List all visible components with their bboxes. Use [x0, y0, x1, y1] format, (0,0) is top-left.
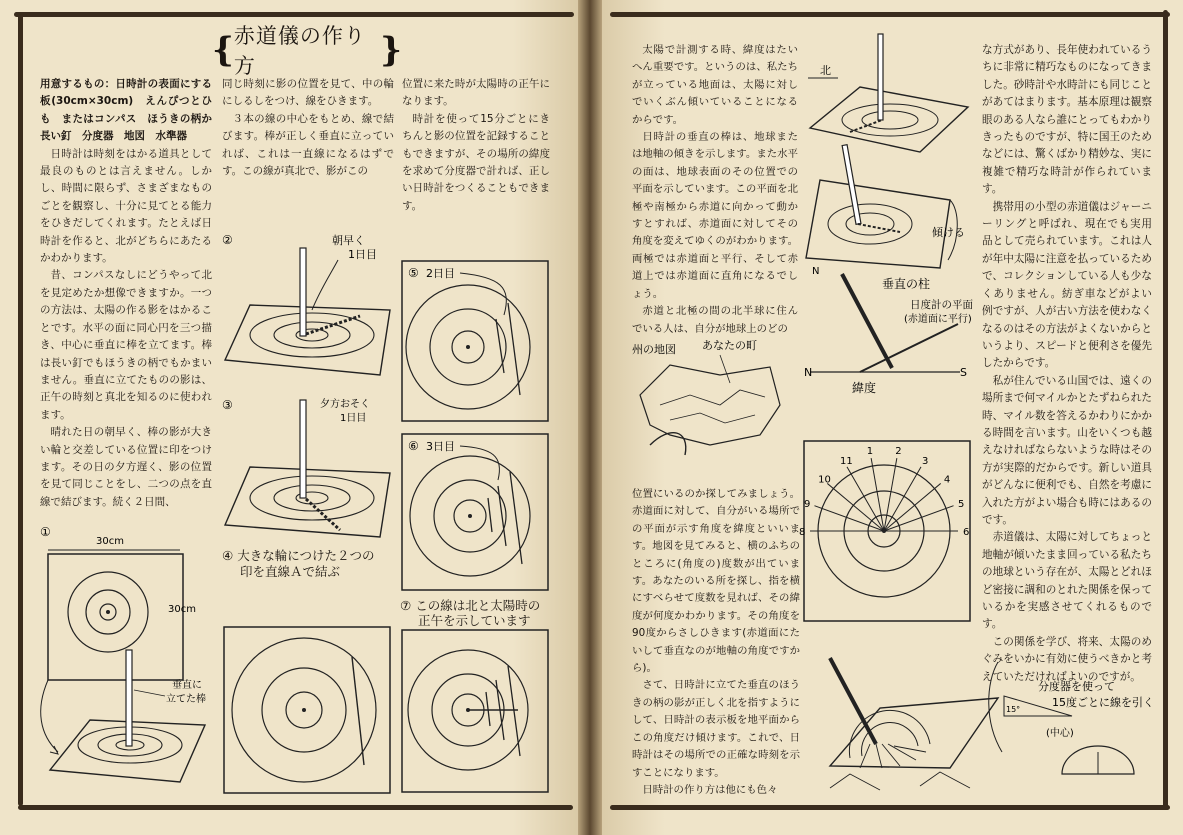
figure-hour-dial: [800, 437, 978, 627]
left-column-1: [40, 76, 212, 511]
paragraph: 赤道と北極の間の北半球に住んでいる人は、自分が地球上のどの: [632, 305, 798, 335]
paragraph: な方式があり、長年使われているうちに非常に精巧なものになってきました。砂時計や水時計にも同じことがあてはまります。基本原理は観察眼のある人なら誰にとってもわかりきったものですが、特に国王のためなどには、驚くばかり精妙な、実に複雑で精巧な時計が作られています。: [982, 44, 1152, 196]
hour-line: [827, 483, 884, 531]
figure-latitude-diagram: [800, 268, 980, 398]
figure-tilt-board: [800, 140, 980, 280]
protractor-note-line1: 分度器を使って: [1038, 680, 1115, 693]
fig7-caption: [400, 598, 560, 628]
figure-6-day3: [400, 428, 552, 593]
your-town-label: あなたの町: [702, 339, 757, 352]
paragraph: 位置にいるのか探してみましょう。赤道面に対して、自分がいる場所での平面が示す角度を緯度といいます。地図を見てみると、横のふちのところに(角度の)度数が出ています。あなたのいる所を探し、指を横にすべらせて度数を見れば、その緯度が何度かわかります。その角度を90度からさしひきます(赤道面にたいして垂直なのが地軸の角度ですから)。: [632, 488, 800, 675]
center-label: (中心): [1046, 728, 1074, 739]
title-block: [212, 24, 402, 78]
right-column-1-top: [632, 42, 798, 338]
dial-plane-label-2: (赤道面に平行): [904, 314, 972, 325]
fig3-label-evening: 夕方おそく: [320, 399, 370, 410]
fig1-width-label: 30cm: [96, 536, 124, 547]
fig1-number: ①: [40, 525, 51, 539]
hour-mark-label: 8: [799, 527, 806, 538]
right-column-2: [982, 42, 1152, 686]
fig5-day-label: 2日目: [426, 267, 455, 280]
fig6-day-label: 3日目: [426, 440, 455, 453]
fig3-number: ③: [222, 398, 233, 412]
fig4-number: ④: [222, 548, 234, 563]
vertical-pillar-label: 垂直の柱: [882, 277, 931, 291]
hour-mark-label: 10: [818, 474, 831, 486]
fig2-number: ②: [222, 233, 233, 247]
hour-mark-label: 4: [943, 474, 951, 486]
figure-3-evening-shadow: [220, 395, 405, 550]
latitude-label: 緯度: [852, 381, 877, 395]
fig7-number: ⑦: [400, 598, 412, 613]
figure-5-day2: [400, 255, 552, 425]
lat-s-label: S: [960, 366, 967, 379]
fig1-vertical-label-1: 垂直に: [172, 680, 202, 691]
tilt-label: 傾ける: [932, 226, 965, 239]
fig4-caption-line2: 印を直線Ａで結ぶ: [240, 564, 341, 579]
fig7-caption-line2: 正午を示しています: [418, 613, 531, 628]
hour-mark-label: 3: [922, 455, 929, 467]
fig2-label-early: 朝早く: [332, 234, 365, 247]
fig7-caption-line1: この線は北と太陽時の: [415, 598, 541, 613]
figure-4-line-a: [222, 625, 394, 797]
page-title: 赤道儀の作り方: [233, 24, 366, 78]
hour-mark-label: 6: [963, 527, 970, 538]
fig3-label-day1: 1日目: [340, 413, 367, 424]
fig4-caption: [222, 548, 402, 580]
hour-mark-label: 2: [895, 446, 902, 458]
hour-mark-label: 1: [866, 446, 874, 458]
paragraph: 赤道儀は、太陽に対してちょっと地軸が傾いたまま回っている私たちの地球という存在が、太陽とどれほど密接に調和のとれた関係を保っているかを実感させてくれるものです。: [982, 531, 1152, 631]
fig2-label-day1: 1日目: [348, 248, 377, 261]
brace-left: {: [212, 30, 234, 70]
figure-7-noon-line: [400, 628, 552, 796]
paragraph: ３本の線の中心をもとめ、線で結びます。棒が正しく垂直に立っていれば、これは一直線になるはずです。この線が真北で、影がこの: [222, 112, 394, 178]
paragraph: 位置に来た時が太陽時の正午になります。: [402, 78, 550, 108]
brace-right: }: [380, 30, 402, 70]
lat-n-label: N: [804, 366, 813, 379]
deg-15-label: 15°: [1006, 705, 1021, 714]
branch-border-right: [1163, 10, 1168, 810]
branch-border-left: [18, 14, 23, 806]
hour-mark-label: 9: [803, 498, 811, 510]
fig1-height-label: 30cm: [168, 604, 196, 615]
figure-1-board: [30, 520, 225, 795]
paragraph: 日時計は時刻をはかる道具として最良のものとは言えません。しかし、時間に限らず、さまざまなものごとを観察し、十分に見てとる能力をひきだしてくれます。たとえば日時計を作ると、北がどちらにあたるかわかります。: [40, 147, 212, 265]
paragraph: さて、日時計に立てた垂直のほうきの柄の影が正しく北を指すようにして、日時計の表示板を地平面からこの角度だけ傾けます。これで、日時計はその場所での正確な時刻を示すことになります。: [632, 679, 800, 779]
paragraph: 日時計の垂直の棒は、地球または地軸の傾きを示します。また水平の面は、地球表面のその位置での平面を示しています。この平面を北極や南極から赤道に向かって動かすとすれば、赤道面に対してその角度を変えてゆくのがわかります。両極では赤道面と平行、そして赤道上では赤道面に直角になるでしょう。: [632, 131, 798, 300]
hour-mark-label: 11: [840, 455, 853, 467]
paragraph: 昔、コンパスなしにどうやって北を見定めたか想像できますか。一つの方法は、太陽の作る影をはかることです。水平の面に同心円を三つ描き、中心に垂直に棒を立てます。棒は長い釘でもほうきの柄でもかまいません。垂直に立てたものの影は、正午の時刻と真北を知るのに使われます。: [40, 269, 212, 421]
north-label: 北: [820, 64, 831, 77]
left-column-3: [402, 76, 550, 215]
figure-2-morning-shadow: [220, 230, 405, 390]
paragraph: この関係を学び、将来、太陽のめぐみをいかに有効に使うべきかと考えていただければよいのですが。: [982, 635, 1152, 683]
protractor-note-line2: 15度ごとに線を引く: [1052, 696, 1154, 709]
fig5-number: ⑤: [408, 266, 419, 280]
paragraph: 晴れた日の朝早く、棒の影が大きい輪と交差している位置に印をつけます。その日の夕方遅く、影の位置を見て同じことをし、二つの点を直線で結びます。続く２日間、: [40, 426, 212, 508]
paragraph: 携帯用の小型の赤道儀はジャーニーリングと呼ばれ、現在でも実用品として売られています。これは人が年中太陽に注意を払っているためで、コレクションしている人も少なくありません。紡ぎ車などがよい例ですが、人が古い方法を使わなくなるのはその方法がよくないからというより、スピードと便利さを優先したからです。: [982, 200, 1152, 370]
branch-border-top-left: [14, 12, 574, 17]
figure-finished-sundial: [820, 648, 1000, 796]
right-column-1-bottom: [632, 486, 800, 799]
paragraph: 私が住んでいる山国では、遠くの場所まで何マイルかとたずねられた時、マイル数を答えるかわりにかかる時間を言います。山をいくつも越えなければならないような時はその方が実際的だからです。新しい道具がどんなに便利でも、自然を考慮に入れた方がよい場合も時にはあるのです。: [982, 374, 1152, 526]
figure-north-board: [800, 32, 976, 152]
tilt-n-label: N: [812, 266, 820, 277]
fig6-number: ⑥: [408, 439, 419, 453]
fig1-vertical-label-2: 立てた棒: [166, 694, 206, 705]
hour-line: [884, 483, 941, 531]
dial-plane-label-1: 日度計の平面: [910, 299, 973, 311]
branch-border-bottom-right: [610, 805, 1170, 810]
paragraph: 太陽で計測する時、緯度はたいへん重要です。というのは、私たちが立っている地面は、太陽に対しでいくぶん傾いていることになるからです。: [632, 44, 798, 126]
figure-state-map: [630, 335, 800, 460]
book-gutter: [578, 0, 602, 835]
branch-border-bottom-left: [18, 805, 573, 810]
paragraph: 日時計の作り方は他にも色々: [642, 783, 778, 796]
state-map-label: 州の地図: [632, 343, 676, 356]
paragraph: 同じ時刻に影の位置を見て、中の輪にしるしをつけ、線をひきます。: [222, 78, 394, 108]
hour-mark-label: 5: [958, 498, 965, 510]
left-column-2: [222, 76, 394, 180]
paragraph: 時計を使って15分ごとにきちんと影の位置を記録することもできますが、その場所の緯度を求めて分度器で計れば、正しい日時計をつくることもできます。: [402, 112, 550, 212]
fig4-caption-line1: 大きな輪につけた２つの: [237, 548, 375, 563]
branch-border-top-right: [610, 12, 1170, 17]
paragraph: 用意するもの：日時計の表面にする板(30cm×30cm) えんぴつとひも またはコンパス ほうきの柄か長い釘 分度器 地図 水準器: [40, 78, 212, 143]
